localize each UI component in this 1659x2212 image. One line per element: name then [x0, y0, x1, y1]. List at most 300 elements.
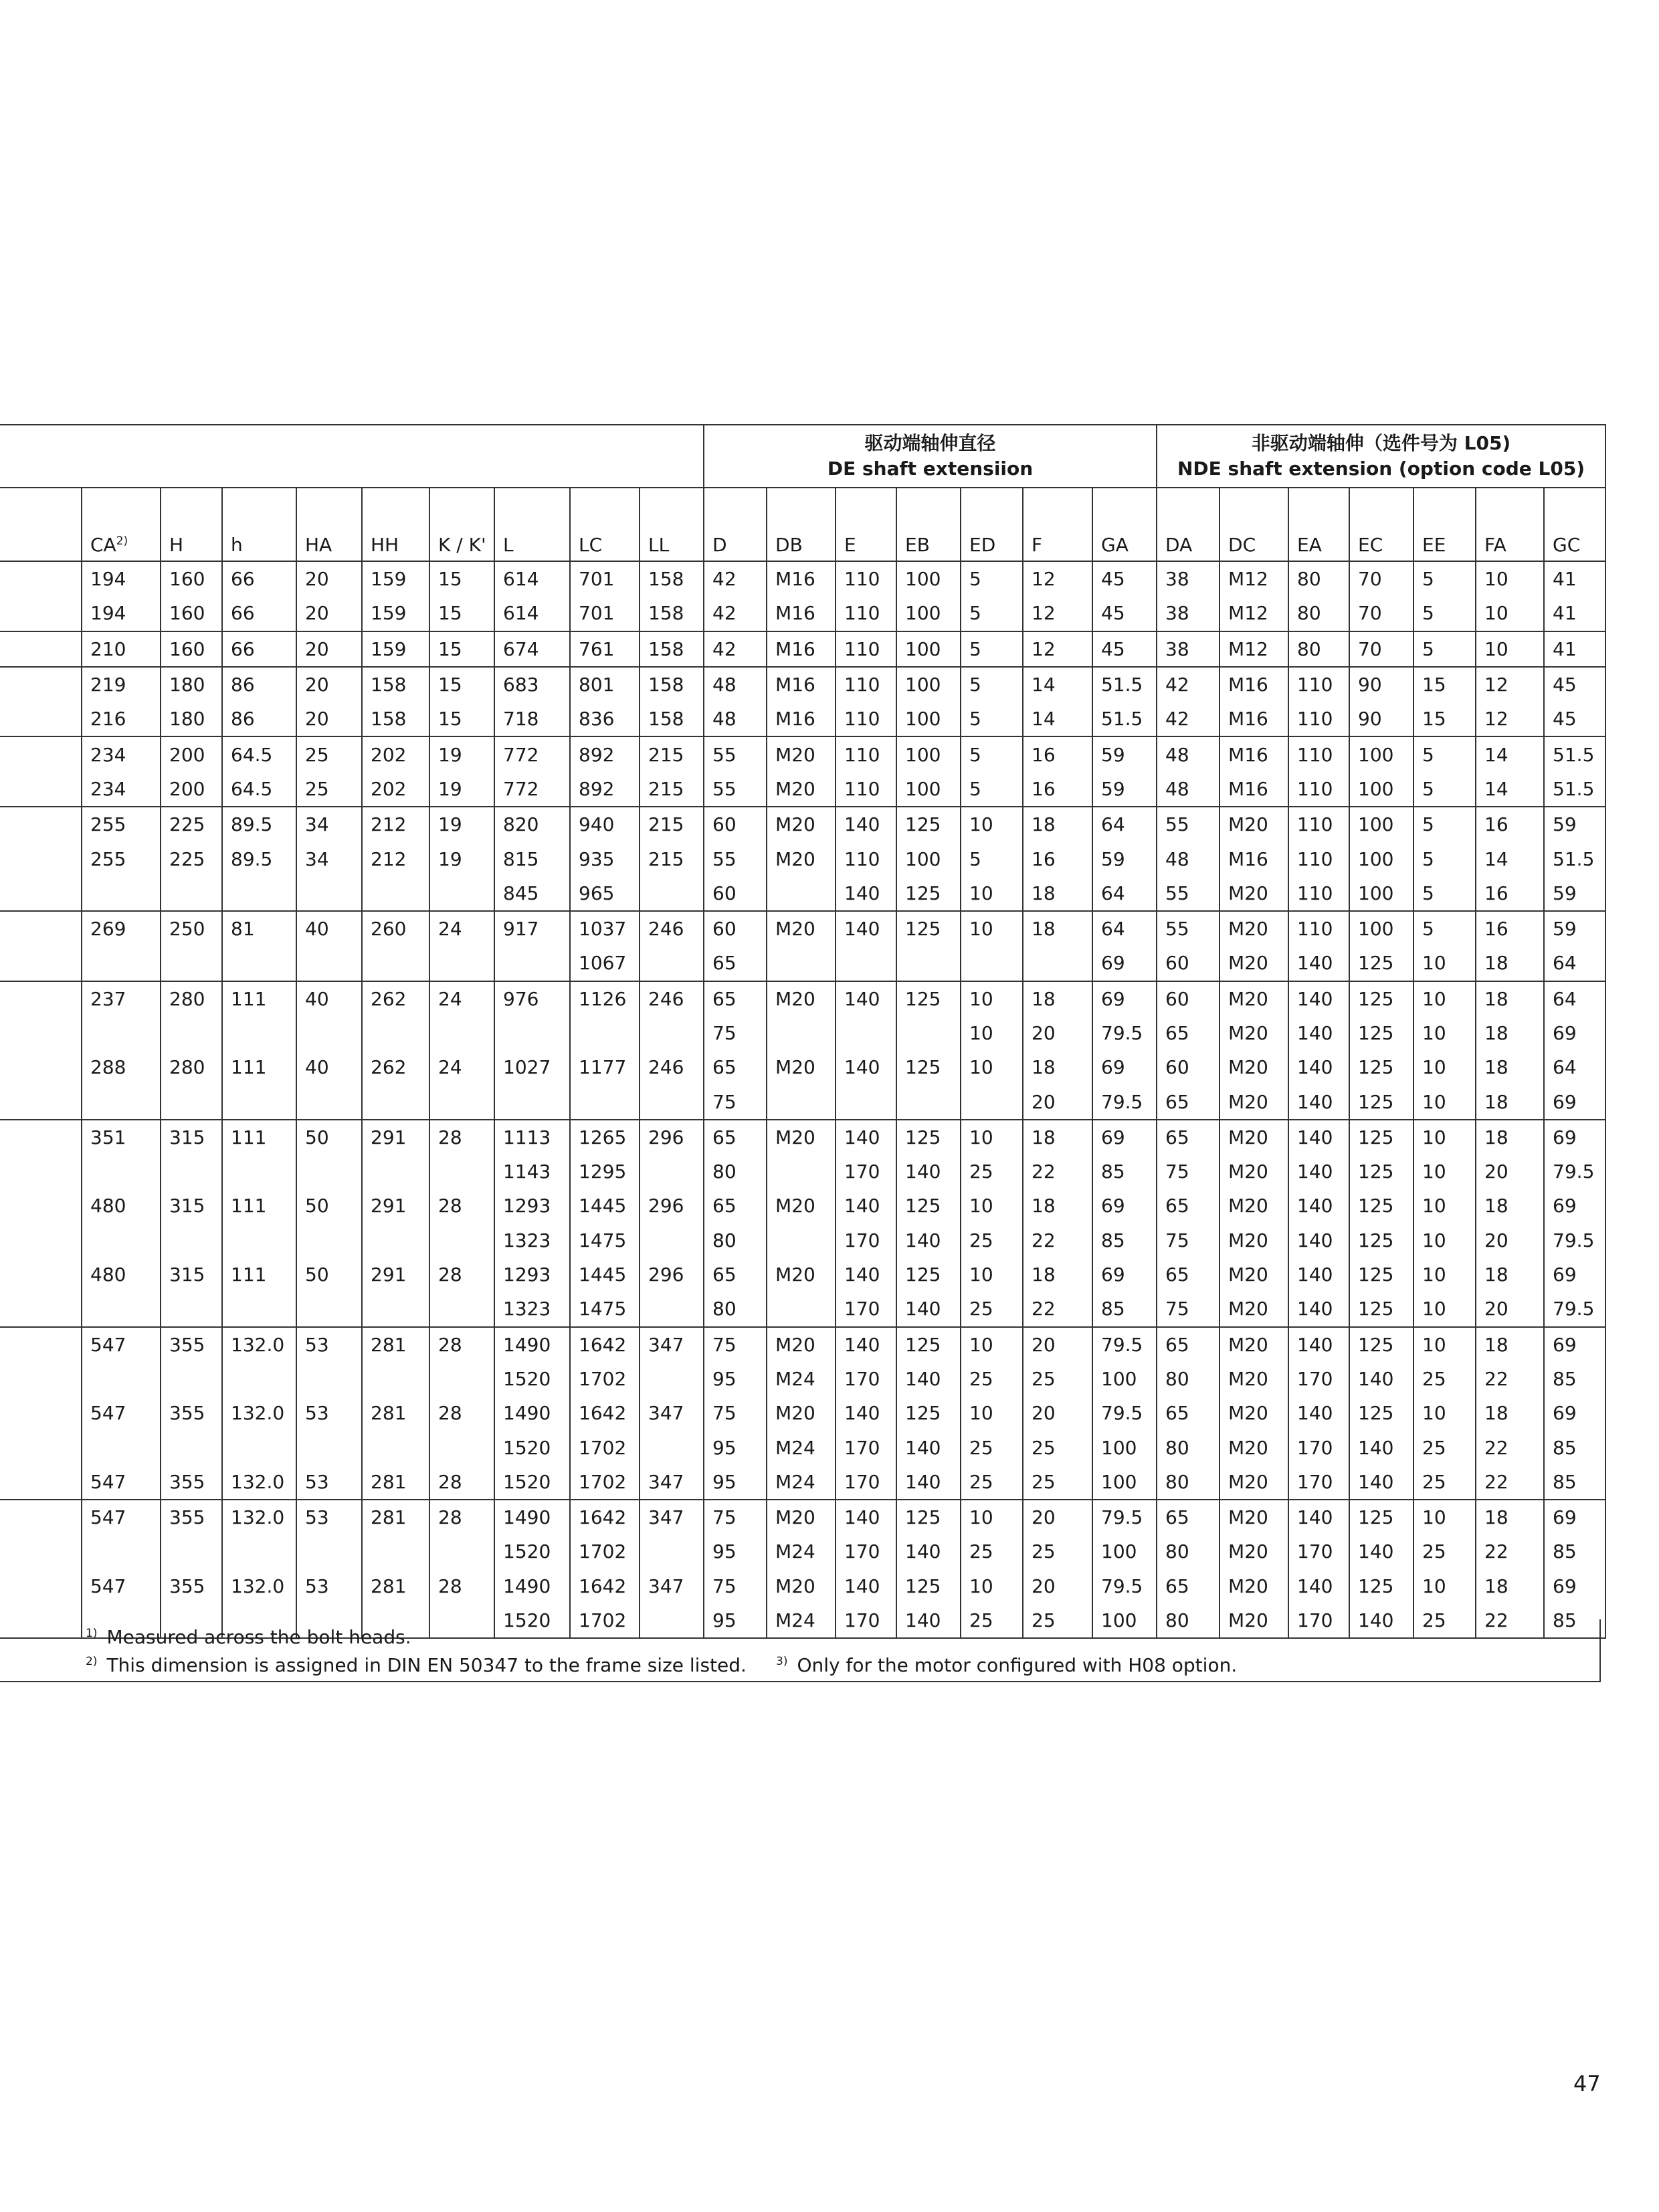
table-cell: M20: [1219, 1084, 1288, 1119]
table-cell: [836, 946, 896, 981]
table-cell: 85: [1544, 1362, 1605, 1396]
table-cell: 42: [704, 596, 767, 631]
table-cell: 64.5: [222, 772, 296, 807]
table-cell: 5: [961, 596, 1023, 631]
table-cell: [429, 946, 494, 981]
table-cell: [82, 876, 161, 911]
table-cell: 14: [1476, 736, 1544, 771]
table-cell: 100: [1349, 911, 1413, 946]
table-cell: [362, 1534, 429, 1569]
table-cell: 79.5: [1544, 1223, 1605, 1258]
row-blank-cell: [0, 702, 82, 736]
table-cell: 25: [1023, 1465, 1092, 1500]
table-cell: 347: [640, 1500, 704, 1534]
table-cell: 280: [161, 981, 222, 1016]
table-cell: [82, 1084, 161, 1119]
table-cell: 1520: [494, 1362, 570, 1396]
table-row: [0, 1362, 1605, 1396]
table-cell: M20: [767, 772, 836, 807]
table-cell: [82, 946, 161, 981]
table-cell: [362, 876, 429, 911]
table-cell: 1702: [570, 1465, 640, 1500]
row-blank-cell: [0, 1396, 82, 1430]
table-cell: 140: [836, 876, 896, 911]
table-cell: 125: [896, 1327, 961, 1362]
table-cell: 55: [1157, 911, 1219, 946]
table-cell: 5: [1413, 876, 1476, 911]
table-cell: 140: [836, 1327, 896, 1362]
table-cell: 547: [82, 1500, 161, 1534]
table-cell: 5: [1413, 911, 1476, 946]
row-blank-cell: [0, 876, 82, 911]
table-cell: 140: [896, 1292, 961, 1326]
table-cell: 125: [896, 807, 961, 841]
table-cell: M20: [767, 1327, 836, 1362]
table-cell: [640, 1016, 704, 1050]
table-cell: 5: [1413, 561, 1476, 596]
table-row: [0, 1327, 1605, 1362]
table-cell: 45: [1092, 561, 1157, 596]
table-cell: 90: [1349, 702, 1413, 736]
table-cell: 22: [1476, 1465, 1544, 1500]
table-cell: 75: [704, 1569, 767, 1603]
table-cell: 69: [1544, 1084, 1605, 1119]
table-cell: 64: [1544, 946, 1605, 981]
table-cell: 18: [1023, 876, 1092, 911]
row-blank-cell: [0, 1154, 82, 1189]
table-cell: 20: [1476, 1223, 1544, 1258]
table-cell: 200: [161, 736, 222, 771]
table-cell: 5: [961, 702, 1023, 736]
row-blank-cell: [0, 1084, 82, 1119]
table-cell: 140: [836, 981, 896, 1016]
table-cell: 75: [704, 1500, 767, 1534]
table-cell: 40: [296, 1050, 362, 1084]
table-cell: 315: [161, 1120, 222, 1154]
column-header: LL: [640, 488, 704, 561]
table-cell: 22: [1476, 1430, 1544, 1464]
table-cell: M16: [767, 596, 836, 631]
table-cell: M24: [767, 1603, 836, 1638]
table-cell: 110: [836, 702, 896, 736]
table-cell: M12: [1219, 561, 1288, 596]
table-cell: 69: [1544, 1396, 1605, 1430]
table-cell: 347: [640, 1327, 704, 1362]
table-cell: 95: [704, 1603, 767, 1638]
table-cell: [296, 1084, 362, 1119]
table-cell: 18: [1023, 981, 1092, 1016]
table-cell: 110: [836, 667, 896, 702]
table-cell: 60: [704, 911, 767, 946]
table-cell: 19: [429, 736, 494, 771]
table-cell: [640, 876, 704, 911]
table-cell: 25: [1413, 1362, 1476, 1396]
table-cell: 18: [1476, 1120, 1544, 1154]
table-cell: M20: [1219, 1362, 1288, 1396]
table-cell: M20: [1219, 1569, 1288, 1603]
table-cell: 18: [1476, 946, 1544, 981]
table-cell: 110: [836, 596, 896, 631]
table-cell: 75: [704, 1016, 767, 1050]
table-cell: 1323: [494, 1223, 570, 1258]
table-cell: 1702: [570, 1362, 640, 1396]
table-cell: 262: [362, 981, 429, 1016]
table-cell: 50: [296, 1189, 362, 1223]
table-row: [0, 1430, 1605, 1464]
table-cell: [1023, 946, 1092, 981]
table-cell: 69: [1544, 1120, 1605, 1154]
table-cell: 281: [362, 1465, 429, 1500]
table-row: [0, 667, 1605, 702]
table-cell: 12: [1023, 631, 1092, 667]
table-cell: [296, 1292, 362, 1326]
table-cell: 64: [1544, 981, 1605, 1016]
table-cell: 110: [836, 561, 896, 596]
table-cell: 75: [704, 1084, 767, 1119]
table-cell: 65: [704, 1189, 767, 1223]
table-cell: 1113: [494, 1120, 570, 1154]
table-cell: 125: [1349, 1050, 1413, 1084]
table-cell: 22: [1023, 1223, 1092, 1258]
table-cell: 18: [1476, 981, 1544, 1016]
table-cell: 28: [429, 1258, 494, 1292]
table-cell: 1490: [494, 1500, 570, 1534]
nde-shaft-title-en: NDE shaft extension (option code L05): [1177, 458, 1585, 480]
table-cell: 280: [161, 1050, 222, 1084]
table-cell: 1293: [494, 1189, 570, 1223]
table-cell: [429, 1016, 494, 1050]
table-row: [0, 1016, 1605, 1050]
table-cell: 20: [1023, 1396, 1092, 1430]
table-cell: 20: [1023, 1327, 1092, 1362]
table-cell: 140: [1349, 1465, 1413, 1500]
table-cell: 1642: [570, 1569, 640, 1603]
table-cell: 66: [222, 561, 296, 596]
table-cell: 1520: [494, 1430, 570, 1464]
table-cell: 170: [1288, 1465, 1349, 1500]
table-cell: 281: [362, 1500, 429, 1534]
table-cell: 65: [1157, 1327, 1219, 1362]
table-cell: 79.5: [1544, 1154, 1605, 1189]
table-cell: 24: [429, 981, 494, 1016]
table-cell: 15: [429, 702, 494, 736]
table-row: [0, 1258, 1605, 1292]
table-cell: 547: [82, 1396, 161, 1430]
table-cell: 125: [1349, 1016, 1413, 1050]
table-cell: [640, 1292, 704, 1326]
table-cell: 5: [961, 772, 1023, 807]
table-cell: 10: [1413, 1327, 1476, 1362]
table-cell: 10: [1476, 561, 1544, 596]
table-cell: [82, 1223, 161, 1258]
table-cell: M16: [1219, 702, 1288, 736]
table-cell: 215: [640, 736, 704, 771]
table-cell: 59: [1092, 772, 1157, 807]
table-cell: 25: [961, 1223, 1023, 1258]
table-cell: 55: [704, 736, 767, 771]
table-cell: [296, 1362, 362, 1396]
table-cell: 69: [1092, 1050, 1157, 1084]
table-cell: 59: [1544, 876, 1605, 911]
table-cell: [161, 1223, 222, 1258]
table-cell: 69: [1544, 1327, 1605, 1362]
table-cell: 125: [896, 1500, 961, 1534]
table-cell: 79.5: [1092, 1084, 1157, 1119]
table-cell: 48: [1157, 841, 1219, 876]
table-cell: 80: [1157, 1430, 1219, 1464]
table-cell: 22: [1476, 1362, 1544, 1396]
table-cell: 125: [1349, 1569, 1413, 1603]
table-cell: 140: [836, 1258, 896, 1292]
column-header: HA: [296, 488, 362, 561]
column-header: ED: [961, 488, 1023, 561]
column-header: h: [222, 488, 296, 561]
table-cell: 25: [961, 1534, 1023, 1569]
table-cell: 79.5: [1092, 1569, 1157, 1603]
table-cell: 25: [961, 1603, 1023, 1638]
table-cell: 85: [1544, 1603, 1605, 1638]
table-row: [0, 631, 1605, 667]
table-cell: 125: [1349, 1292, 1413, 1326]
table-cell: [82, 1154, 161, 1189]
table-cell: 12: [1476, 667, 1544, 702]
table-cell: 1490: [494, 1396, 570, 1430]
table-cell: 86: [222, 702, 296, 736]
table-cell: 19: [429, 841, 494, 876]
table-cell: [640, 1223, 704, 1258]
table-cell: 25: [961, 1362, 1023, 1396]
table-cell: 100: [896, 596, 961, 631]
table-cell: 125: [1349, 1120, 1413, 1154]
table-cell: 18: [1023, 1120, 1092, 1154]
table-cell: 170: [1288, 1603, 1349, 1638]
table-cell: 80: [1157, 1603, 1219, 1638]
table-cell: 5: [961, 841, 1023, 876]
column-header: DA: [1157, 488, 1219, 561]
table-cell: 48: [704, 702, 767, 736]
table-cell: 110: [1288, 736, 1349, 771]
table-cell: 70: [1349, 596, 1413, 631]
table-cell: M20: [1219, 1292, 1288, 1326]
table-cell: 60: [1157, 946, 1219, 981]
table-cell: 25: [1023, 1430, 1092, 1464]
table-cell: M16: [767, 702, 836, 736]
table-cell: 170: [1288, 1534, 1349, 1569]
table-cell: 140: [896, 1465, 961, 1500]
table-cell: 100: [1349, 736, 1413, 771]
table-cell: [429, 1362, 494, 1396]
table-cell: [767, 1223, 836, 1258]
table-cell: 140: [1288, 1292, 1349, 1326]
table-cell: 1475: [570, 1223, 640, 1258]
table-cell: [161, 1534, 222, 1569]
table-row: [0, 702, 1605, 736]
table-cell: 69: [1544, 1016, 1605, 1050]
table-row: [0, 911, 1605, 946]
table-cell: 28: [429, 1569, 494, 1603]
footnote-3: $^{3)}$ Only for the motor configured with H08 option.: [776, 1654, 1238, 1676]
table-cell: 5: [1413, 772, 1476, 807]
table-cell: 19: [429, 807, 494, 841]
table-cell: 170: [836, 1465, 896, 1500]
table-cell: [296, 876, 362, 911]
table-cell: [640, 1084, 704, 1119]
table-cell: 140: [1288, 981, 1349, 1016]
row-blank-cell: [0, 807, 82, 841]
nde-shaft-group-header: [1157, 425, 1605, 488]
table-cell: 683: [494, 667, 570, 702]
table-cell: M20: [767, 1189, 836, 1223]
table-cell: 20: [1023, 1084, 1092, 1119]
table-cell: 140: [836, 1569, 896, 1603]
table-cell: 69: [1544, 1569, 1605, 1603]
table-cell: [362, 1430, 429, 1464]
table-cell: [161, 876, 222, 911]
table-cell: [362, 1016, 429, 1050]
table-cell: 20: [296, 561, 362, 596]
table-cell: 1037: [570, 911, 640, 946]
table-cell: [362, 946, 429, 981]
table-cell: 158: [640, 667, 704, 702]
table-cell: 480: [82, 1258, 161, 1292]
table-cell: 42: [1157, 702, 1219, 736]
table-cell: M16: [767, 631, 836, 667]
table-cell: [429, 1223, 494, 1258]
table-cell: 1293: [494, 1258, 570, 1292]
table-cell: 65: [1157, 1569, 1219, 1603]
table-cell: M16: [767, 667, 836, 702]
table-cell: 18: [1023, 1258, 1092, 1292]
table-cell: [429, 1430, 494, 1464]
table-cell: 25: [296, 736, 362, 771]
table-cell: 18: [1476, 1500, 1544, 1534]
table-cell: 1490: [494, 1569, 570, 1603]
table-cell: 140: [1288, 1396, 1349, 1430]
table-row: [0, 841, 1605, 876]
table-cell: 10: [961, 1189, 1023, 1223]
table-cell: 20: [1023, 1500, 1092, 1534]
table-cell: 85: [1544, 1430, 1605, 1464]
table-cell: 10: [1413, 1050, 1476, 1084]
table-cell: 89.5: [222, 841, 296, 876]
footnotes: [0, 1619, 1601, 1682]
table-cell: [640, 1362, 704, 1396]
table-cell: 140: [1349, 1603, 1413, 1638]
table-cell: 59: [1092, 841, 1157, 876]
table-cell: 140: [896, 1430, 961, 1464]
table-cell: [161, 1362, 222, 1396]
table-cell: [222, 1154, 296, 1189]
table-cell: 25: [961, 1430, 1023, 1464]
table-cell: [362, 1362, 429, 1396]
table-cell: 291: [362, 1189, 429, 1223]
table-cell: 140: [836, 1120, 896, 1154]
table-cell: 801: [570, 667, 640, 702]
table-cell: 28: [429, 1189, 494, 1223]
table-cell: 16: [1476, 876, 1544, 911]
table-cell: 160: [161, 596, 222, 631]
table-cell: 1067: [570, 946, 640, 981]
table-cell: 180: [161, 702, 222, 736]
table-cell: 237: [82, 981, 161, 1016]
table-row: [0, 1500, 1605, 1534]
table-cell: 125: [896, 876, 961, 911]
table-cell: 225: [161, 807, 222, 841]
table-cell: 110: [1288, 876, 1349, 911]
column-header: GA: [1092, 488, 1157, 561]
table-cell: 69: [1544, 1258, 1605, 1292]
table-cell: 125: [896, 1569, 961, 1603]
table-cell: M20: [1219, 1396, 1288, 1430]
table-cell: 212: [362, 841, 429, 876]
table-cell: 158: [362, 667, 429, 702]
table-cell: 315: [161, 1189, 222, 1223]
table-cell: M12: [1219, 631, 1288, 667]
table-cell: 355: [161, 1500, 222, 1534]
table-cell: 60: [704, 807, 767, 841]
table-cell: 65: [1157, 1084, 1219, 1119]
table-cell: 140: [896, 1154, 961, 1189]
row-blank-cell: [0, 1016, 82, 1050]
table-cell: 10: [1413, 1396, 1476, 1430]
table-cell: 246: [640, 911, 704, 946]
table-cell: 45: [1544, 702, 1605, 736]
table-cell: 69: [1092, 1189, 1157, 1223]
table-cell: 38: [1157, 561, 1219, 596]
table-cell: 22: [1476, 1603, 1544, 1638]
table-row: [0, 946, 1605, 981]
table-row: [0, 1120, 1605, 1154]
table-cell: 100: [1092, 1603, 1157, 1638]
table-row: [0, 772, 1605, 807]
row-blank-cell: [0, 946, 82, 981]
table-cell: 14: [1476, 841, 1544, 876]
table-cell: 347: [640, 1396, 704, 1430]
table-cell: [82, 1534, 161, 1569]
table-cell: 100: [896, 631, 961, 667]
table-cell: M20: [1219, 1154, 1288, 1189]
table-cell: 100: [1349, 772, 1413, 807]
table-cell: 65: [1157, 1258, 1219, 1292]
table-cell: 5: [961, 631, 1023, 667]
table-cell: 125: [896, 1120, 961, 1154]
table-cell: 125: [1349, 981, 1413, 1016]
table-cell: 159: [362, 561, 429, 596]
table-cell: 281: [362, 1327, 429, 1362]
table-cell: [362, 1084, 429, 1119]
table-cell: 110: [1288, 667, 1349, 702]
table-cell: 246: [640, 1050, 704, 1084]
table-cell: 170: [836, 1430, 896, 1464]
table-cell: 262: [362, 1050, 429, 1084]
table-row: [0, 1569, 1605, 1603]
table-cell: 89.5: [222, 807, 296, 841]
table-cell: M24: [767, 1362, 836, 1396]
table-cell: 81: [222, 911, 296, 946]
table-cell: 1520: [494, 1534, 570, 1569]
table-cell: 355: [161, 1396, 222, 1430]
table-cell: 125: [896, 1258, 961, 1292]
table-cell: 25: [961, 1465, 1023, 1500]
table-cell: 170: [1288, 1362, 1349, 1396]
column-header: CA$^{2)}$: [82, 488, 161, 561]
table-cell: M16: [1219, 772, 1288, 807]
table-cell: 100: [1092, 1465, 1157, 1500]
table-cell: 111: [222, 1258, 296, 1292]
table-cell: 22: [1023, 1292, 1092, 1326]
table-cell: 15: [429, 667, 494, 702]
table-cell: 160: [161, 631, 222, 667]
